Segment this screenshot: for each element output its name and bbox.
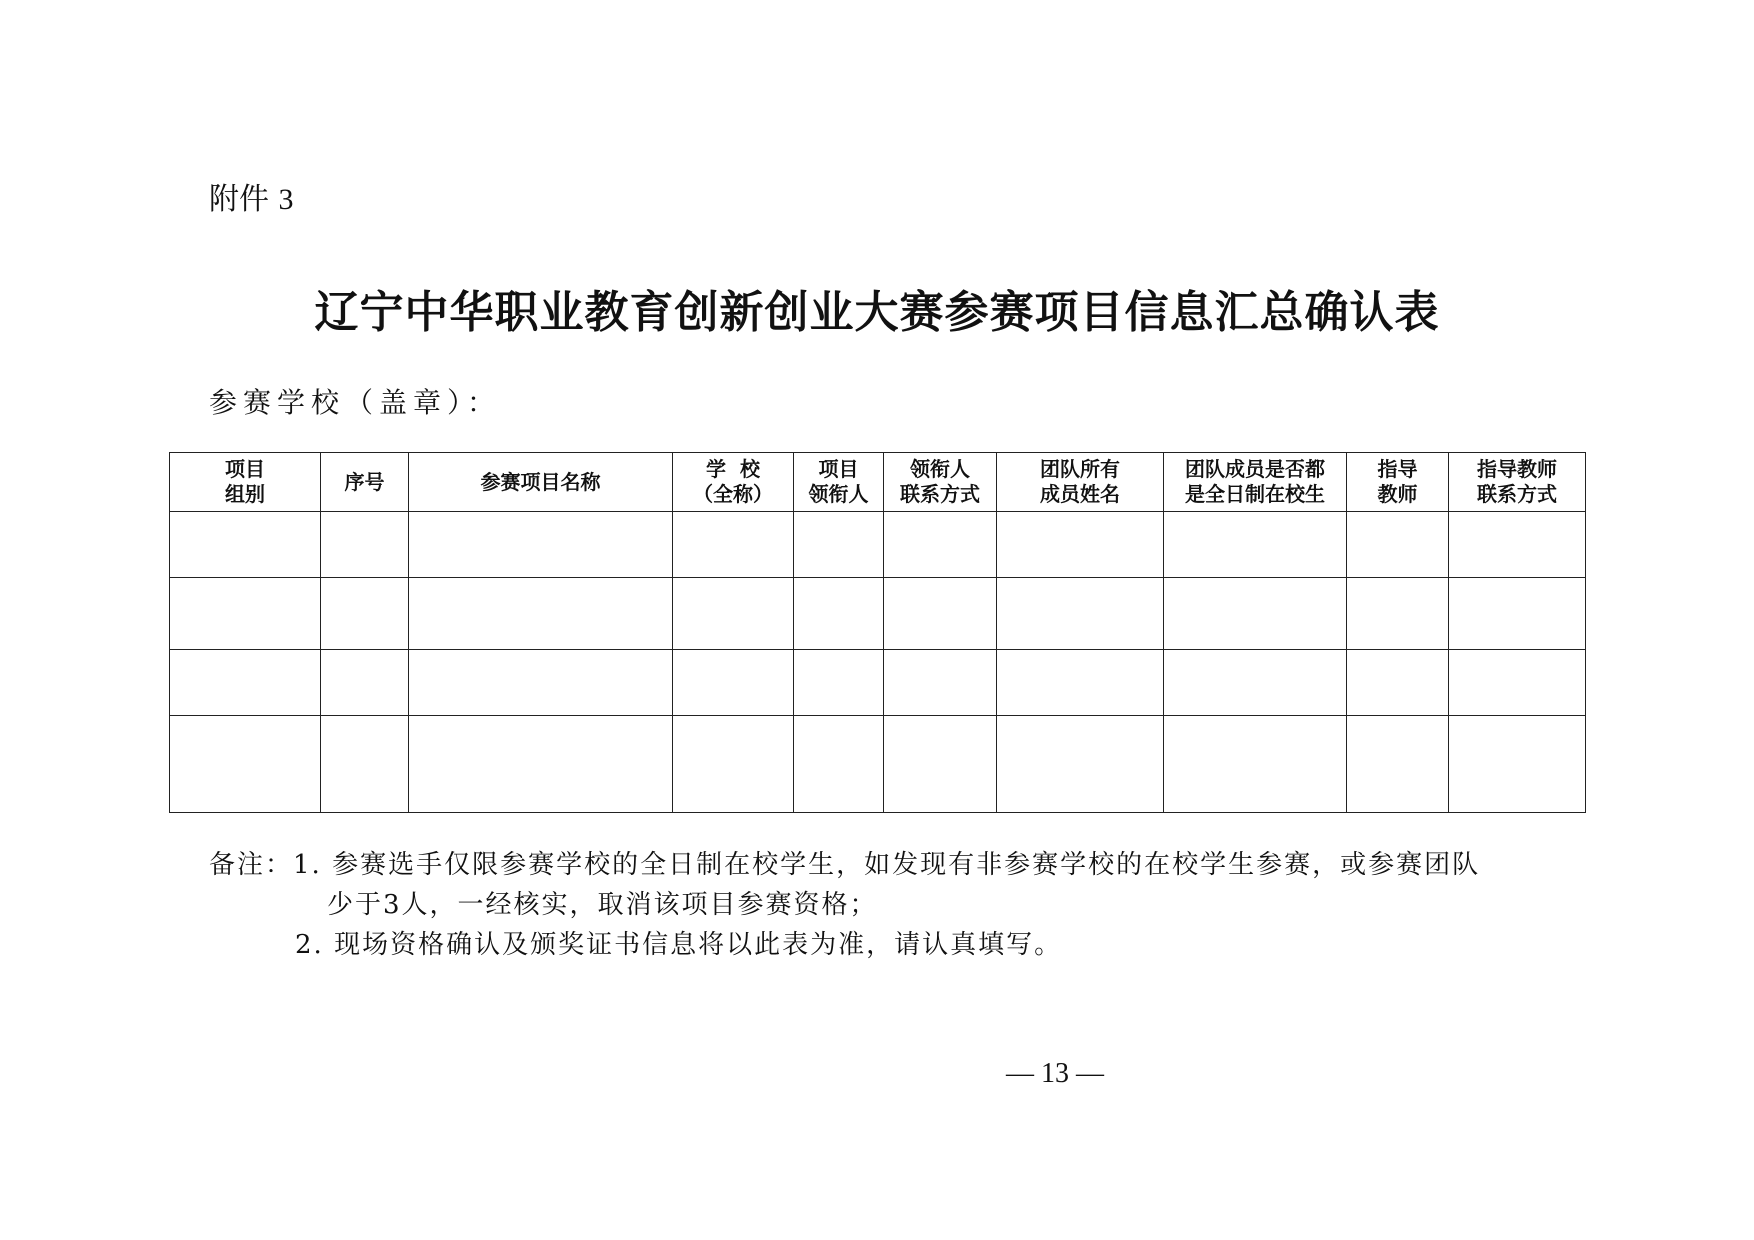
- attachment-text: 附件: [209, 182, 269, 217]
- table-cell[interactable]: [673, 512, 794, 578]
- table-cell[interactable]: [673, 716, 794, 813]
- table-cell[interactable]: [1449, 512, 1586, 578]
- table-cell[interactable]: [884, 512, 997, 578]
- table-cell[interactable]: [1164, 512, 1347, 578]
- table-cell[interactable]: [673, 650, 794, 716]
- table-cell[interactable]: [321, 512, 409, 578]
- table-cell[interactable]: [794, 650, 884, 716]
- table-cell[interactable]: [1347, 512, 1449, 578]
- table-cell[interactable]: [997, 650, 1164, 716]
- header-fulltime-status: 团队成员是否都 是全日制在校生: [1164, 453, 1347, 512]
- table-row: [170, 512, 1586, 578]
- project-summary-table: [169, 452, 1586, 813]
- header-project-group: 项目 组别: [170, 453, 321, 512]
- header-serial-number: 序号: [321, 453, 409, 512]
- table-row: [170, 578, 1586, 650]
- table-cell[interactable]: [1164, 716, 1347, 813]
- note-1-line-1: 1. 参赛选手仅限参赛学校的全日制在校学生，如发现有非参赛学校的在校学生参赛，或参赛团队: [293, 850, 1481, 880]
- table-cell[interactable]: [997, 716, 1164, 813]
- attachment-label: [209, 180, 294, 220]
- table-cell[interactable]: [794, 512, 884, 578]
- table-row: [170, 650, 1586, 716]
- table-cell[interactable]: [1449, 578, 1586, 650]
- table-cell[interactable]: [884, 650, 997, 716]
- note-1-line-2: 少于3人，一经核实，取消该项目参赛资格；: [327, 890, 878, 920]
- note-item-2: 2. 现场资格确认及颁奖证书信息将以此表为准，请认真填写。: [295, 930, 1063, 960]
- table-cell[interactable]: [1347, 650, 1449, 716]
- header-team-members: 团队所有 成员姓名: [997, 453, 1164, 512]
- table-cell[interactable]: [321, 578, 409, 650]
- attachment-number: 3: [278, 183, 294, 216]
- table-cell[interactable]: [321, 716, 409, 813]
- table-header-row: [170, 453, 1586, 512]
- table-cell[interactable]: [1449, 716, 1586, 813]
- note-item-1: [209, 845, 1480, 885]
- table-cell[interactable]: [673, 578, 794, 650]
- header-school-full-name: 学 校 （全称）: [673, 453, 794, 512]
- table-cell[interactable]: [409, 512, 673, 578]
- participating-school-label: 参赛学校（盖章）：: [209, 386, 502, 419]
- table-cell[interactable]: [1347, 716, 1449, 813]
- table-cell[interactable]: [997, 512, 1164, 578]
- header-project-leader: 项目 领衔人: [794, 453, 884, 512]
- table-cell[interactable]: [321, 650, 409, 716]
- table-cell[interactable]: [884, 716, 997, 813]
- table-cell[interactable]: [170, 578, 321, 650]
- table-cell[interactable]: [1449, 650, 1586, 716]
- table-row: [170, 716, 1586, 813]
- header-leader-contact: 领衔人 联系方式: [884, 453, 997, 512]
- document-title: 辽宁中华职业教育创新创业大赛参赛项目信息汇总确认表: [314, 287, 1440, 338]
- table-cell[interactable]: [170, 512, 321, 578]
- table-cell[interactable]: [409, 578, 673, 650]
- table-cell[interactable]: [170, 650, 321, 716]
- table-cell[interactable]: [794, 578, 884, 650]
- page-number: — 13 —: [1006, 1058, 1104, 1089]
- table-cell[interactable]: [1164, 650, 1347, 716]
- table-cell[interactable]: [794, 716, 884, 813]
- header-advisor: 指导 教师: [1347, 453, 1449, 512]
- notes-prefix: 备注：: [209, 850, 294, 880]
- header-advisor-contact: 指导教师 联系方式: [1449, 453, 1586, 512]
- table-cell[interactable]: [409, 716, 673, 813]
- table-cell[interactable]: [884, 578, 997, 650]
- header-project-name: 参赛项目名称: [409, 453, 673, 512]
- table-cell[interactable]: [170, 716, 321, 813]
- table-cell[interactable]: [1164, 578, 1347, 650]
- table-cell[interactable]: [997, 578, 1164, 650]
- table-cell[interactable]: [409, 650, 673, 716]
- table-cell[interactable]: [1347, 578, 1449, 650]
- notes-section: [209, 845, 1480, 965]
